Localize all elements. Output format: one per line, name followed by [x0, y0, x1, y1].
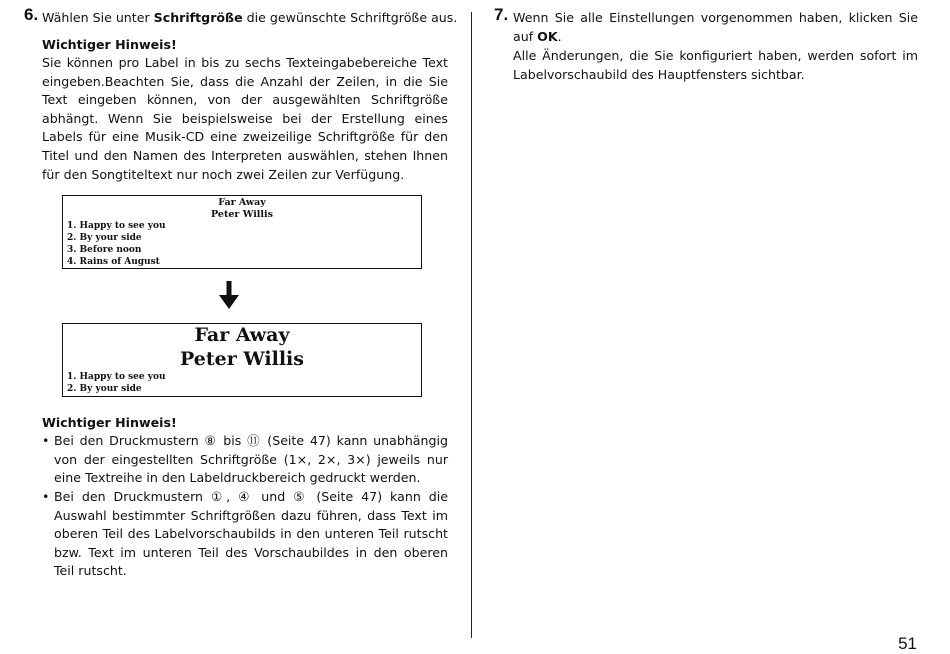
bullet-text: Bei den Druckmustern ⑧ bis ⑪ (Seite 47) kann unabhängig von der eingestellten Schriftgröße (1×, 2×, 3×) jeweils nur eine Textreihe in den Labeldruckbereich gedruckt werden. — [54, 433, 448, 486]
label-song: 2. By your side — [67, 384, 142, 394]
note-paragraph: Sie können pro Label in bis zu sechs Texteingabebereiche Text eingeben.Beachten Sie, dass die Anzahl der Zeilen, in die Sie Text eingeben können, von der ausgewählten Schriftgröße abhängt. Wenn Sie beispielsweise bei der Erstellung eines Labels für eine Musik-CD eine zweizeilige Schriftgröße für den Titel und den Namen des Interpreten auswählen, stehen Ihnen für den Songtiteltext nur noch zwei Zeilen zur Verfügung. — [42, 55, 448, 182]
arrow-down-icon — [218, 281, 240, 311]
label-title: Far Away — [218, 197, 266, 208]
bullet-dot-icon: • — [42, 489, 50, 504]
step-number: 7. — [494, 5, 509, 24]
step-paragraph: Alle Änderungen, die Sie konfiguriert haben, werden sofort im Labelvorschaubild des Hauptfensters sichtbar. — [513, 48, 918, 82]
column-divider — [471, 12, 472, 638]
label-title: Far Away — [194, 324, 290, 346]
label-song: 3. Before noon — [67, 245, 142, 255]
step-text-after: die gewünschte Schriftgröße aus. — [242, 10, 458, 25]
step-text-before: Wenn Sie alle Einstellungen vorgenommen haben, klicken Sie auf — [513, 10, 918, 44]
label-artist: Peter Willis — [180, 348, 304, 370]
label-artist: Peter Willis — [211, 209, 273, 220]
step-text — [513, 9, 918, 46]
step-number: 6. — [24, 5, 39, 24]
step-text-bold: Schriftgröße — [153, 10, 243, 25]
step-text-bold: OK — [537, 28, 558, 44]
label-preview-large — [62, 323, 422, 397]
note-heading: Wichtiger Hinweis! — [42, 37, 177, 52]
label-song: 1. Happy to see you — [67, 372, 166, 382]
label-song: 4. Rains of August — [67, 257, 160, 267]
step-text-after: . — [557, 28, 562, 44]
note-heading: Wichtiger Hinweis! — [42, 415, 177, 430]
label-song: 1. Happy to see you — [67, 221, 166, 231]
label-preview-small — [62, 195, 422, 269]
page-number: 51 — [898, 634, 917, 653]
step-text-before: Wählen Sie unter — [42, 10, 154, 25]
bullet-dot-icon: • — [42, 433, 50, 448]
bullet-text: Bei den Druckmustern ①, ④ und ⑤ (Seite 47) kann die Auswahl bestimmter Schriftgrößen dazu führen, dass Text im oberen Teil des Labelvorschaubilds in den unteren Teil rutscht bzw. Text im unteren Teil des Vorschaubildes in den oberen Teil rutscht. — [54, 489, 448, 579]
step-text — [42, 9, 457, 27]
label-song: 2. By your side — [67, 233, 142, 243]
